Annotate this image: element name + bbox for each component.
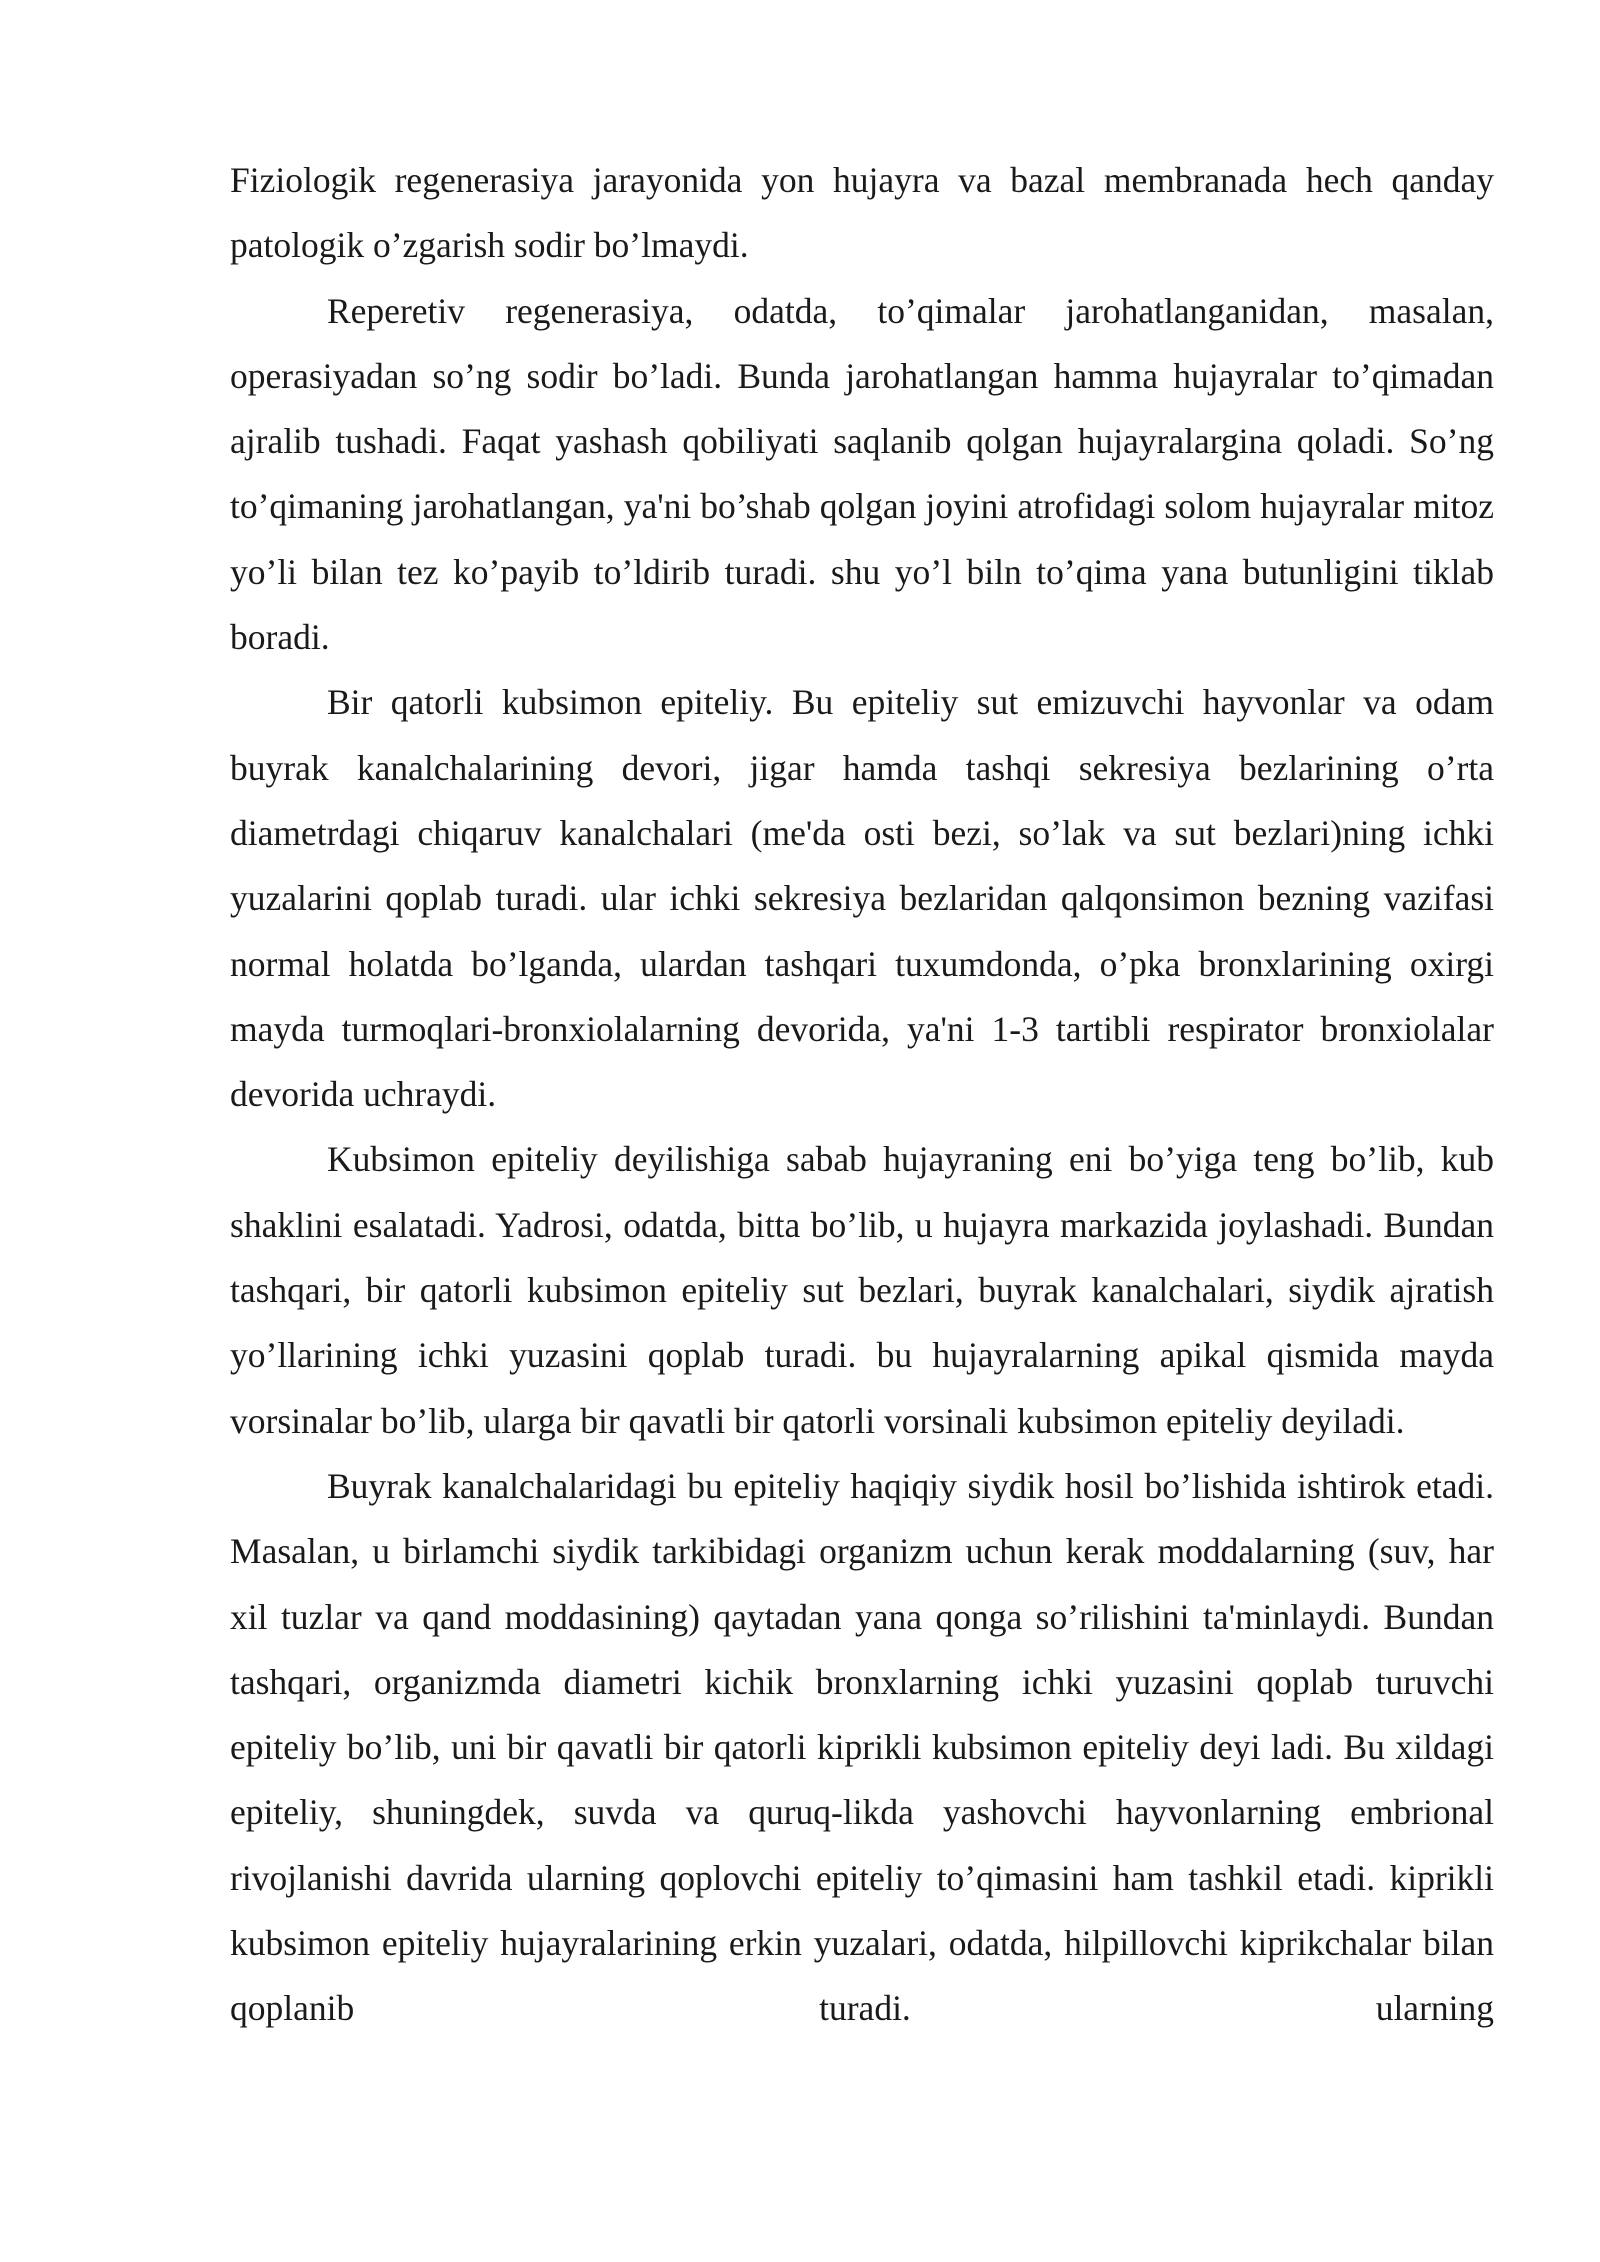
document-body [230, 148, 1494, 2042]
paragraph-kidney-tubules: Buyrak kanalchalaridagi bu epiteliy haqiqiy siydik hosil bo’lishida ishtirok etadi. Masalan, u birlamchi siydik tarkibidagi organizm uchun kerak moddalarning (suv, har xil tuzlar va qand moddasining) qaytadan yana qonga so’rilishini ta'minlaydi. Bundan tashqari, organizmda diametri kichik bronxlarning ichki yuzasini qoplab turuvchi epiteliy bo’lib, uni bir qavatli bir qatorli kiprikli kubsimon epiteliy deyi ladi. Bu xildagi epiteliy, shuningdek, suvda va quruq-likda yashovchi hayvonlarning embrional rivojlanishi davrida ularning qoplovchi epiteliy to’qimasini ham tashkil etadi. kiprikli kubsimon epiteliy hujayralarining erkin yuzalari, odatda, hilpillovchi kiprikchalar bilan qoplanib turadi. ularning [230, 1465, 1494, 2029]
paragraph-reparative-regeneration: Reperetiv regenerasiya, odatda, to’qimalar jarohatlanganidan, masalan, operasiyadan so’ng sodir bo’ladi. Bunda jarohatlangan hamma hujayralar to’qimadan ajralib tushadi. Faqat yashash qobiliyati saqlanib qolgan hujayralargina qoladi. So’ng to’qimaning jarohatlangan, ya'ni bo’shab qolgan joyini atrofidagi solom hujayralar mitoz yo’li bilan tez ko’payib to’ldirib turadi. shu yo’l biln to’qima yana butunligini tiklab boradi. [230, 290, 1494, 658]
paragraph-physiological-regeneration: Fiziologik regenerasiya jarayonida yon hujayra va bazal membranada hech qanday patologik o’zgarish sodir bo’lmaydi. [230, 160, 1494, 266]
paragraph-cuboidal-epithelium: Bir qatorli kubsimon epiteliy. Bu epiteliy sut emizuvchi hayvonlar va odam buyrak kanalchalarining devori, jigar hamda tashqi sekresiya bezlarining o’rta diametrdagi chiqaruv kanalchalari (me'da osti bezi, so’lak va sut bezlari)ning ichki yuzalarini qoplab turadi. ular ichki sekresiya bezlaridan qalqonsimon bezning vazifasi normal holatda bo’lganda, ulardan tashqari tuxumdonda, o’pka bronxlarining oxirgi mayda turmoqlari-bronxiolalarning devorida, ya'ni 1-3 tartibli respirator bronxiolalar devorida uchraydi. [230, 682, 1494, 1115]
paragraph-cuboidal-shape: Kubsimon epiteliy deyilishiga sabab hujayraning eni bo’yiga teng bo’lib, kub shaklini esalatadi. Yadrosi, odatda, bitta bo’lib, u hujayra markazida joylashadi. Bundan tashqari, bir qatorli kubsimon epiteliy sut bezlari, buyrak kanalchalari, siydik ajratish yo’llarining ichki yuzasini qoplab turadi. bu hujayralarning apikal qismida mayda vorsinalar bo’lib, ularga bir qavatli bir qatorli vorsinali kubsimon epiteliy deyiladi. [230, 1139, 1494, 1441]
